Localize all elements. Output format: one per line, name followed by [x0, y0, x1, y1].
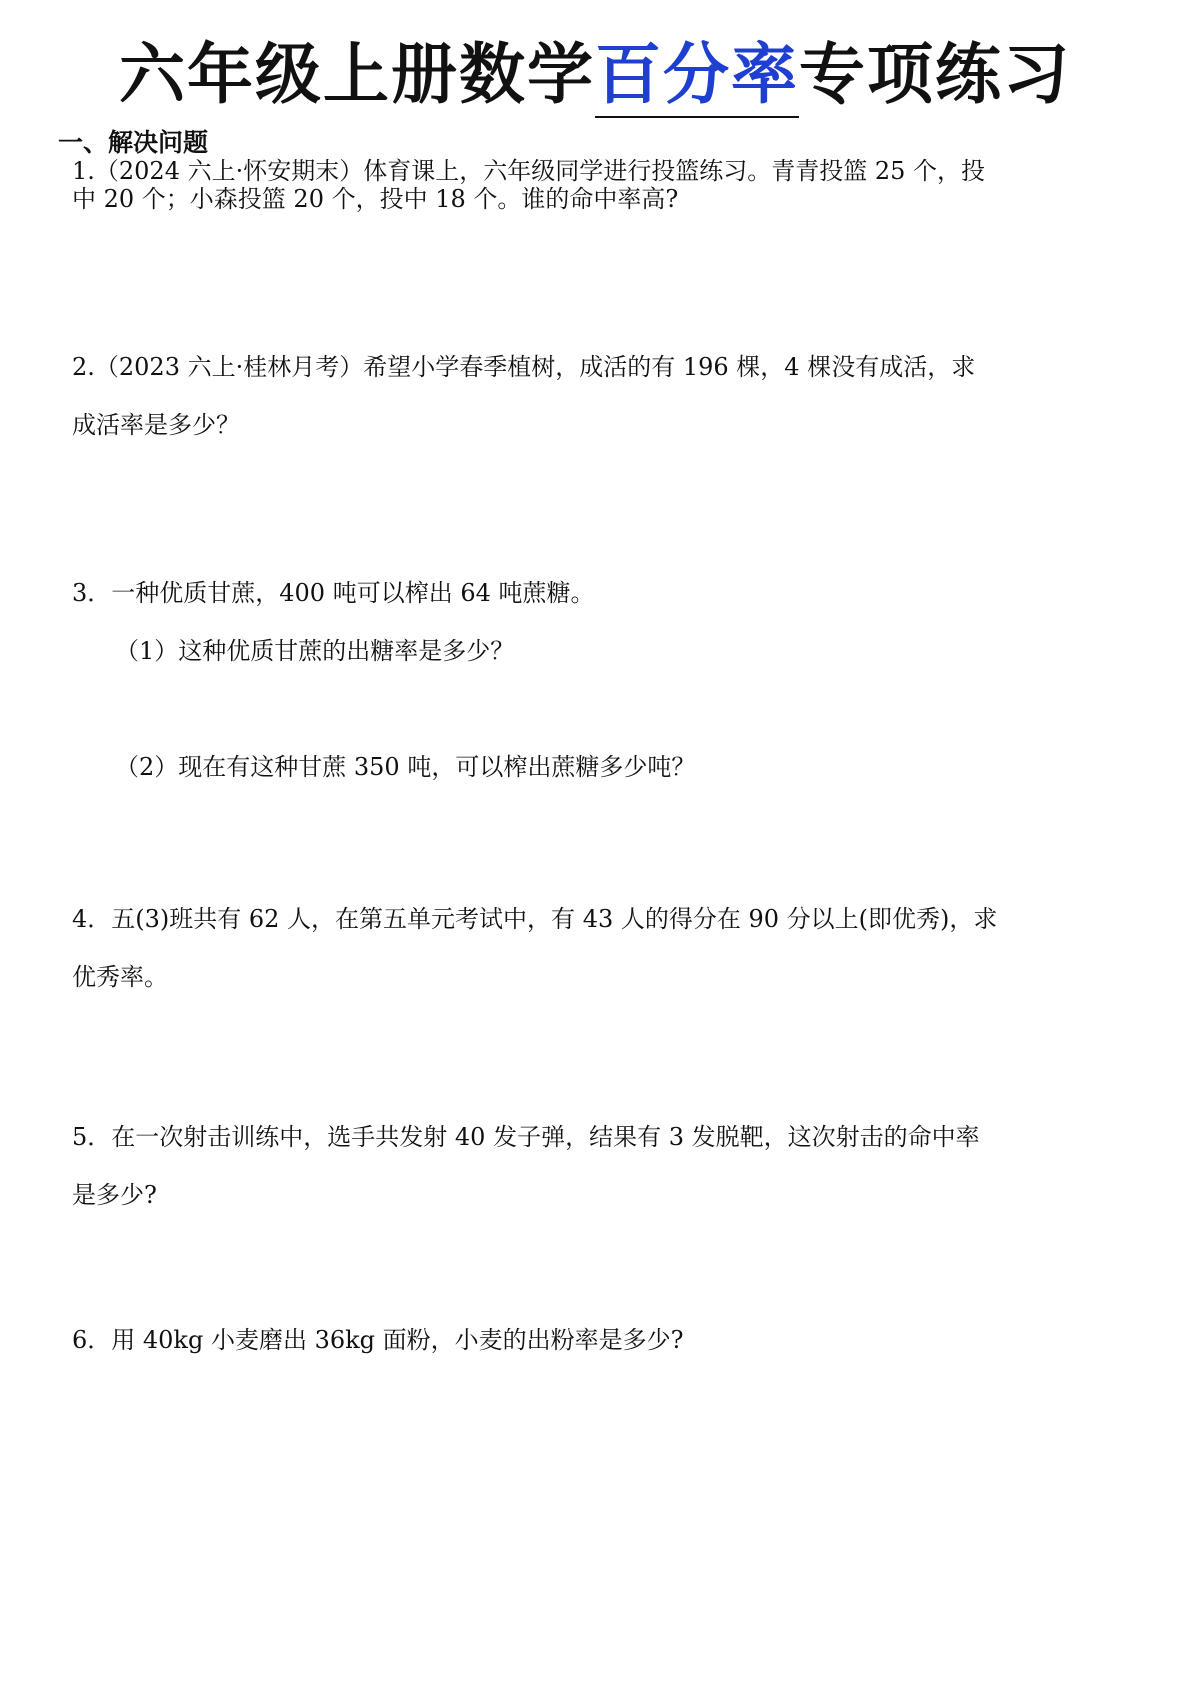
- page-title: [0, 30, 1190, 120]
- question-1: [72, 157, 1122, 213]
- question-1-line-1: 1.（2024 六上·怀安期末）体育课上，六年级同学进行投篮练习。青青投篮 25 个，投: [72, 157, 986, 185]
- question-5: [72, 1108, 1122, 1224]
- question-5-line-2: 是多少?: [72, 1181, 157, 1209]
- question-6: [72, 1325, 1122, 1355]
- question-4-line-1: 4．五(3)班共有 62 人，在第五单元考试中，有 43 人的得分在 90 分以上(即优秀)，求: [72, 905, 998, 933]
- question-5-line-1: 5．在一次射击训练中，选手共发射 40 发子弹，结果有 3 发脱靶，这次射击的命中率: [72, 1123, 980, 1151]
- question-2-line-2: 成活率是多少？: [72, 411, 240, 439]
- title-prefix: 六年级上册数学: [119, 36, 595, 113]
- question-4: [72, 890, 1122, 1006]
- question-2: [72, 338, 1122, 454]
- question-3-part-2: （2）现在有这种甘蔗 350 吨，可以榨出蔗糖多少吨？: [115, 753, 696, 781]
- question-2-line-1: 2.（2023 六上·桂林月考）希望小学春季植树，成活的有 196 棵，4 棵没有成活，求: [72, 353, 976, 381]
- question-1-line-2: 中 20 个；小森投篮 20 个，投中 18 个。谁的命中率高?: [72, 185, 679, 213]
- question-3-part-1: （1）这种优质甘蔗的出糖率是多少？: [115, 637, 515, 665]
- title-suffix: 专项练习: [799, 36, 1071, 113]
- title-highlight: 百分率: [595, 36, 799, 118]
- question-3: [72, 578, 1122, 608]
- question-4-line-2: 优秀率。: [72, 963, 168, 991]
- question-6-line-1: 6．用 40kg 小麦磨出 36kg 面粉，小麦的出粉率是多少?: [72, 1326, 684, 1354]
- section-heading: 一、解决问题: [58, 128, 209, 157]
- question-3-line-1: 3．一种优质甘蔗，400 吨可以榨出 64 吨蔗糖。: [72, 579, 595, 607]
